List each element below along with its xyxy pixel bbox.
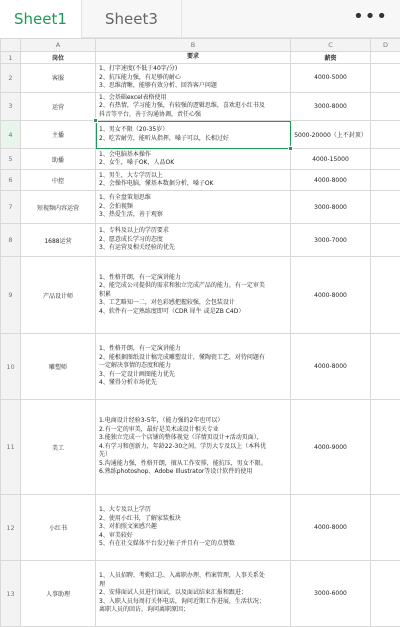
cell-b[interactable]: 1、男生，大专学历以上 2、会操作电脑，懂基本数据分析，嗓子OK [96,170,291,191]
cell-b[interactable]: 1、大专及以上学历 2、使用小红书，了解家装板块 3、对拍照文案感兴趣 4、审美较好 5、有在社交媒体平台发过帖子并且有一定的点赞数 [96,495,291,561]
cell-b[interactable]: 1、有全盘策划思维 2、会拍视频 3、热爱生活，善于观察 [96,191,291,224]
row-number[interactable]: 2 [1,64,21,93]
cell-d[interactable] [371,495,400,561]
cell-d[interactable] [371,52,400,64]
column-header-c[interactable]: C [291,39,371,52]
cell-a[interactable]: 中控 [21,170,96,191]
table-row [1,170,400,191]
cell-d[interactable] [371,257,400,334]
column-header-b[interactable]: B [96,39,291,52]
table-row [1,400,400,495]
table-row [1,257,400,334]
cell-b[interactable]: 1、人员招聘、考勤汇总、入离职办理、档案管理，人事关系处 理 2、安排面试人员进行面试，以及面试结束汇报和跟进； 3、入职人员每周打关怀电话，询问近期工作进展，生活状况； 离职人员的回访，询问离职原因； [96,561,291,627]
row-number[interactable]: 3 [1,92,21,121]
row-number[interactable]: 10 [1,334,21,400]
cell-c[interactable]: 3000-7000 [291,224,371,257]
cell-b[interactable]: 1、性格开朗，有一定演讲能力 2、能完成公司提供的需求和独立完成产品的能力，有一定审美 积累 3、工艺略知一二，对色彩感把握较强，会包装设计 4、软件有一定熟练度即可（CDR 犀牛 或是ZB C4D） [96,257,291,334]
cell-c[interactable]: 4000-8000 [291,334,371,400]
row-number[interactable]: 6 [1,170,21,191]
cell-d[interactable] [371,121,400,149]
select-all-corner[interactable] [1,39,21,52]
table-row [1,121,400,149]
cell-d[interactable] [371,400,400,495]
cell-a[interactable]: 运营 [21,92,96,121]
table-row [1,64,400,93]
cell-d[interactable] [371,334,400,400]
cell-b[interactable]: 1、打字速度(不低于40字/分) 2、抗压能力强，有足够的耐心 3、思维清晰，能够有效分析、回答客户问题 [96,64,291,93]
row-number[interactable]: 12 [1,495,21,561]
cell-d[interactable] [371,224,400,257]
cell-a[interactable]: 岗位 [21,52,96,64]
cell-a[interactable]: 人事助理 [21,561,96,627]
column-header-a[interactable]: A [21,39,96,52]
row-number[interactable]: 13 [1,561,21,627]
cell-c[interactable]: 3000-8000 [291,191,371,224]
column-header-d[interactable]: D [371,39,400,52]
more-options-icon[interactable]: ••• [353,6,388,27]
column-header-row [1,39,400,52]
row-number[interactable]: 9 [1,257,21,334]
table-row [1,52,400,64]
row-number[interactable]: 11 [1,400,21,495]
cell-d[interactable] [371,92,400,121]
cell-b[interactable]: 1、性格开朗，有一定演讲能力 2、能根据图纸设计稿完成雕塑设计，懂陶瓷工艺，对待问题有 一定解决事情的态度和能力 3、有一定设计画图能力优先 4、懂得分析市场优先 [96,334,291,400]
cell-c[interactable]: 4000-8000 [291,495,371,561]
table-row [1,92,400,121]
row-number[interactable]: 1 [1,52,21,64]
tab-sheet3[interactable]: Sheet3 [82,0,182,38]
row-number[interactable]: 8 [1,224,21,257]
cell-d[interactable] [371,64,400,93]
row-number[interactable]: 5 [1,149,21,170]
cell-b[interactable]: 1、专科及以上的学历要求 2、愿意成长学习的态度 3、有运营及相关经验的优先 [96,224,291,257]
cell-b[interactable]: 要求 [96,52,291,64]
cell-a[interactable]: 产品设计师 [21,257,96,334]
row-number[interactable]: 4 [1,121,21,149]
cell-d[interactable] [371,170,400,191]
table-row [1,224,400,257]
cell-c[interactable]: 4000-9000 [291,400,371,495]
cell-c[interactable]: 薪资 [291,52,371,64]
cell-c[interactable]: 3000-6000 [291,561,371,627]
tab-sheet1[interactable]: Sheet1 [0,0,82,38]
cell-a[interactable]: 客服 [21,64,96,93]
cell-d[interactable] [371,191,400,224]
table-row [1,495,400,561]
sheet-tab-bar [0,0,400,38]
cell-a[interactable]: 短视频内容运营 [21,191,96,224]
sheet-table [0,38,400,627]
cell-b[interactable]: 1、会基础excel表格使用 2、有热情，学习能力强，有较强的逻辑思维，喜欢逛小红书及 抖音等平台，善于沟通协调，责任心强 [96,92,291,121]
cell-c[interactable]: 4000-8000 [291,170,371,191]
selection-handle-start[interactable] [93,118,98,123]
cell-c[interactable]: 4000-8000 [291,257,371,334]
cell-d[interactable] [371,561,400,627]
cell-a[interactable]: 雕塑师 [21,334,96,400]
spreadsheet-grid[interactable] [0,38,400,627]
cell-c[interactable]: 4000-5000 [291,64,371,93]
cell-a[interactable]: 美工 [21,400,96,495]
cell-a[interactable]: 1688运营 [21,224,96,257]
table-row [1,191,400,224]
cell-c[interactable]: 5000-20000（上不封顶） [291,121,371,149]
table-row [1,561,400,627]
selection-handle-end[interactable] [288,146,293,151]
cell-b[interactable]: 1.电商设计经验3-5年，（能力强的2年也可以） 2.有一定的审美，最好是美术或设计相关专业 3.能独立完成一个店铺的整体视觉（详情页设计+活动页面）， 4.有学习和创新力，年龄22-30之间，学历大专及以上（本科优 先） 5.沟通能力强，性格开朗，擅从工作安排，能抗压，男女不限。 6.熟练photoshop、Adobe Illustrator等设计软件的使用 [96,400,291,495]
row-number[interactable]: 7 [1,191,21,224]
sheet-rows [1,52,400,627]
table-row [1,334,400,400]
cell-b[interactable]: 1、男女不限（20-35岁） 2、吃苦耐劳，能听从指挥，嗓子可以，长相过好 [96,121,291,149]
cell-c[interactable]: 3000-8000 [291,92,371,121]
cell-a[interactable]: 小红书 [21,495,96,561]
cell-a[interactable]: 助播 [21,149,96,170]
cell-b[interactable]: 1、会电脑基本操作 2、女生，嗓子OK，人品OK [96,149,291,170]
cell-d[interactable] [371,149,400,170]
cell-a[interactable]: 主播 [21,121,96,149]
table-row [1,149,400,170]
cell-c[interactable]: 4000-15000 [291,149,371,170]
